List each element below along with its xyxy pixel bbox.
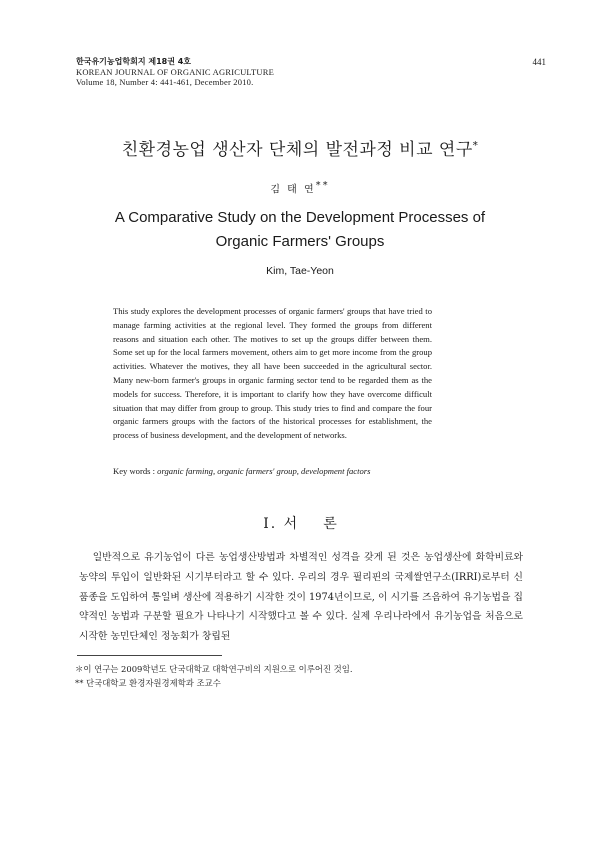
footnote-1: ＊이 연구는 2009학년도 단국대학교 대학연구비의 지원으로 이루어진 것임. [75, 664, 353, 674]
paper-title-ko-text: 친환경농업 생산자 단체의 발전과정 비교 연구 [121, 140, 473, 160]
abstract: This study explores the development processes of organic farmers' groups that have tried to manage farming activities at the regional level. They formed the groups from different reasons and situation each other. The motives to set up the groups differ between them. Some set up for the local farmers movement, others aim to get more income from the group activities. Whatever the motives, they all have been succeeded in the agricultural sector. Many new-born farmer's groups in organic farming sector tend to be regarded them as the models for success. Therefore, it is important to clarify how they have overcome difficult situation that may differ from group to group. This study tries to find and compare the four organic farmers groups with the factors of the historical processes for establishment, the process of business development, and the development of networks. [113, 306, 432, 441]
paper-title-en-line2: Organic Farmers' Groups [215, 233, 385, 250]
body-text [79, 548, 523, 647]
journal-title-en: KOREAN JOURNAL OF ORGANIC AGRICULTURE [76, 67, 275, 77]
paper-title-ko [0, 135, 600, 160]
footnote-2: ** 단국대학교 환경자원경제학과 조교수 [75, 678, 221, 688]
footnote-divider [77, 655, 222, 656]
author-footnote-mark: ** [315, 180, 330, 191]
page-number: 441 [532, 57, 546, 67]
author-name-ko [0, 180, 600, 195]
author-name-en: Kim, Tae-Yeon [266, 265, 334, 277]
title-footnote-mark: * [472, 140, 479, 152]
section-number: Ⅰ. 서 [263, 516, 300, 532]
paper-title-en-line1: A Comparative Study on the Development Processes of [114, 209, 486, 226]
section-title: 론 [323, 516, 337, 532]
keywords-label: Key words : [113, 466, 158, 476]
body-paragraph: 일반적으로 유기농업이 다른 농업생산방법과 차별적인 성격을 갖게 된 것은 농업생산에 화학비료와 농약의 투입이 일반화된 시기부터라고 할 수 있다. 우리의 경우 필리핀의 국제쌀연구소(IRRI)로부터 신품종을 도입하여 통일벼 생산에 적용하기 시작한 것이 1974년이므로, 이 시기를 즈음하여 유기농법을 집약적인 농법과 구분할 필요가 나타나기 시작했다고 볼 수 있다. 실제 우리나라에서 유기농업을 처음으로 시작한 농민단체인 정농회가 창립된 [79, 552, 523, 643]
section-heading [0, 513, 600, 533]
journal-header [76, 57, 546, 87]
journal-title-ko: 한국유기농업학회지 제18권 4호 [76, 57, 192, 66]
footnotes [75, 662, 535, 690]
keywords-list: organic farming, organic farmers' group, development factors [157, 466, 371, 476]
journal-volume: Volume 18, Number 4: 441-461, December 2010. [76, 77, 254, 87]
keywords [113, 466, 473, 476]
author-name-ko-text: 김 태 연 [270, 184, 316, 196]
paper-title-en [0, 206, 600, 254]
